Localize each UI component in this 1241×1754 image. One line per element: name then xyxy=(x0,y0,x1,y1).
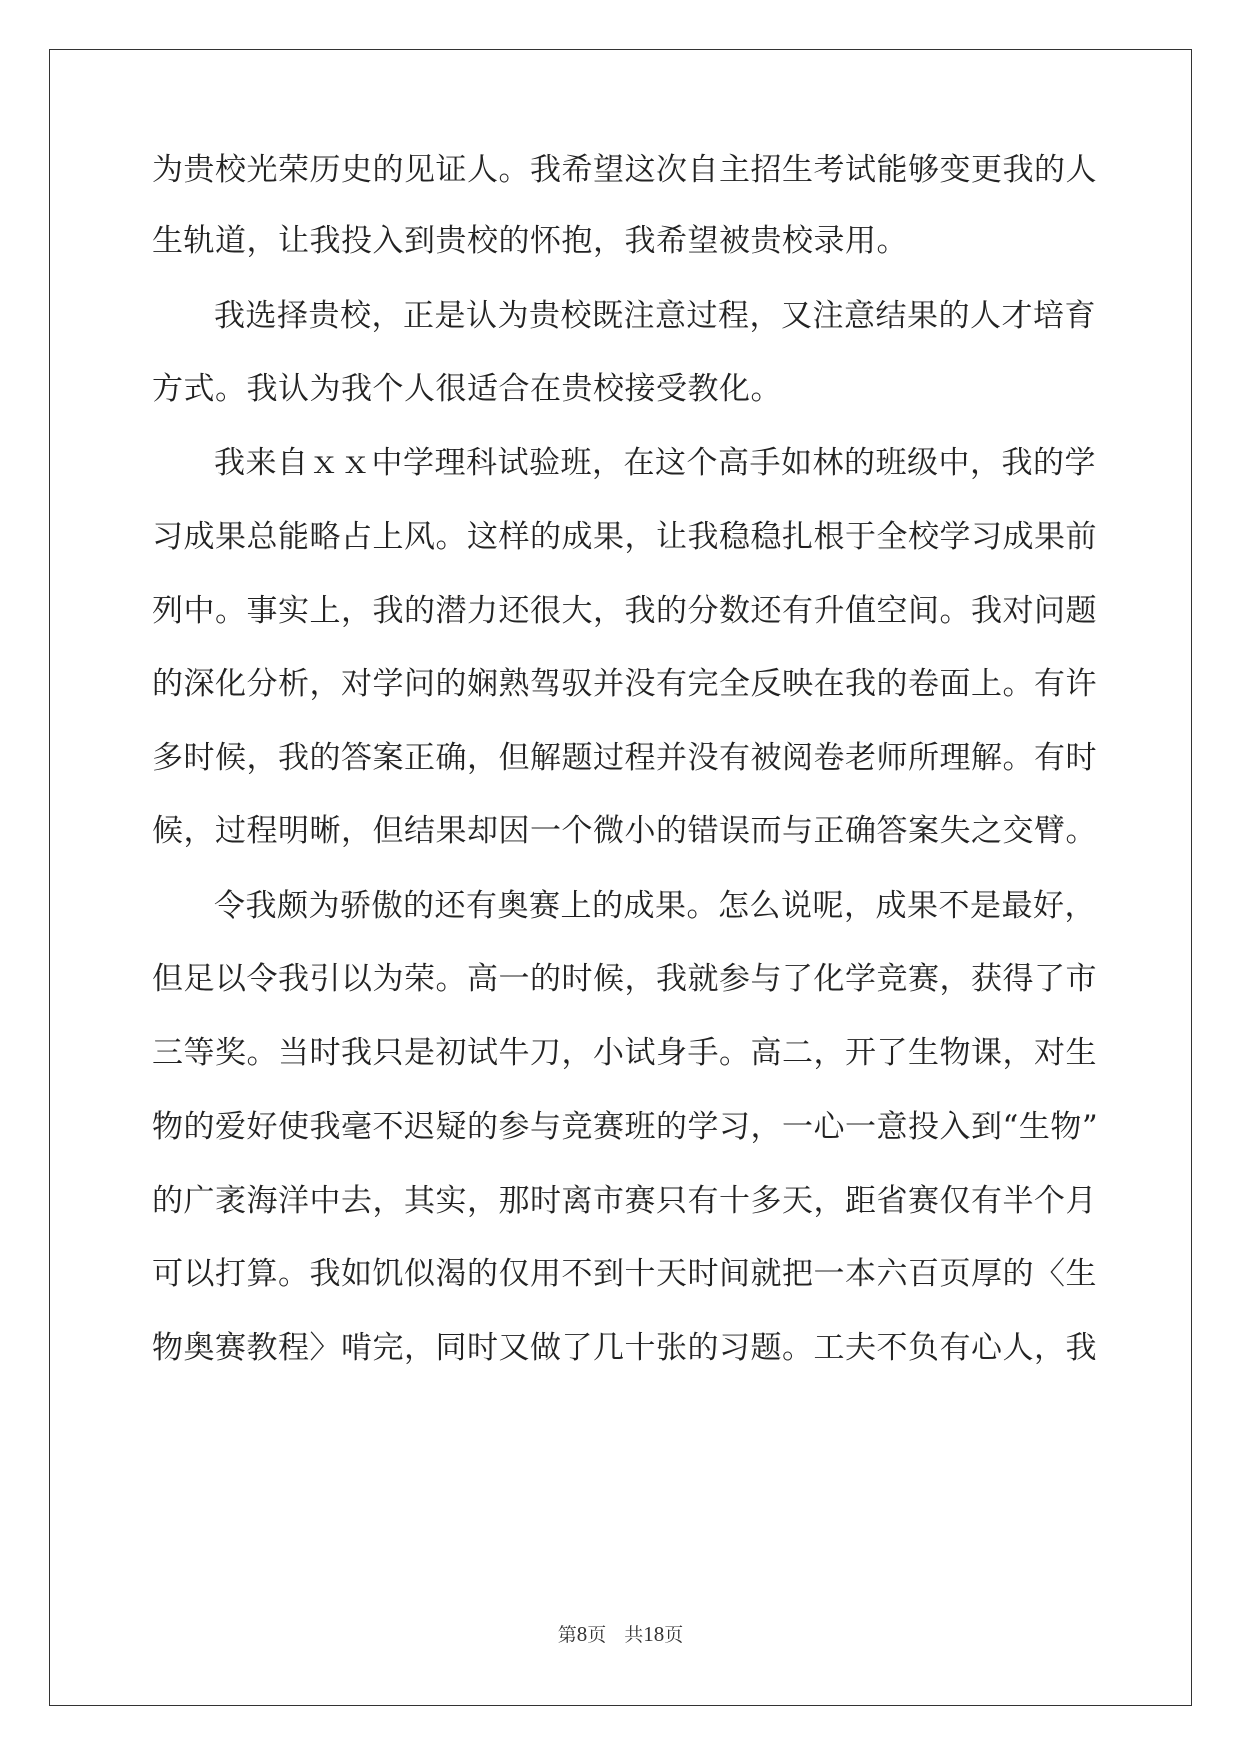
text-line: 为贵校光荣历史的见证人。我希望这次自主招生考试能够变更我的人 xyxy=(152,152,1097,188)
text-line: 可以打算。我如饥似渴的仅用不到十天时间就把一本六百页厚的〈生 xyxy=(152,1256,1097,1292)
text-line: 列中。事实上，我的潜力还很大，我的分数还有升值空间。我对问题 xyxy=(152,593,1097,629)
text-line: 我来自ｘｘ中学理科试验班，在这个高手如林的班级中，我的学 xyxy=(214,445,1096,481)
text-line: 但足以令我引以为荣。高一的时候，我就参与了化学竞赛，获得了市 xyxy=(152,961,1097,997)
text-line: 习成果总能略占上风。这样的成果，让我稳稳扎根于全校学习成果前 xyxy=(152,519,1097,555)
page-number: 第8页 xyxy=(557,1622,607,1646)
text-line: 我选择贵校，正是认为贵校既注意过程，又注意结果的人才培育 xyxy=(214,298,1096,334)
text-line: 多时候，我的答案正确，但解题过程并没有被阅卷老师所理解。有时 xyxy=(152,740,1097,776)
text-line: 候，过程明晰，但结果却因一个微小的错误而与正确答案失之交臂。 xyxy=(152,813,1097,849)
text-line: 令我颇为骄傲的还有奥赛上的成果。怎么说呢，成果不是最好， xyxy=(214,888,1096,924)
text-line: 的深化分析，对学问的娴熟驾驭并没有完全反映在我的卷面上。有许 xyxy=(152,666,1097,702)
text-line: 三等奖。当时我只是初试牛刀，小试身手。高二，开了生物课，对生 xyxy=(152,1035,1097,1071)
text-line: 方式。我认为我个人很适合在贵校接受教化。 xyxy=(152,371,782,407)
text-line: 物奥赛教程〉啃完，同时又做了几十张的习题。工夫不负有心人，我 xyxy=(152,1330,1097,1366)
text-line: 生轨道，让我投入到贵校的怀抱，我希望被贵校录用。 xyxy=(152,223,908,259)
page-total: 共18页 xyxy=(624,1622,684,1646)
text-line: 物的爱好使我毫不迟疑的参与竞赛班的学习，一心一意投入到“生物” xyxy=(152,1109,1099,1145)
page-footer xyxy=(0,1622,1241,1647)
text-line: 的广袤海洋中去，其实，那时离市赛只有十多天，距省赛仅有半个月 xyxy=(152,1183,1097,1219)
